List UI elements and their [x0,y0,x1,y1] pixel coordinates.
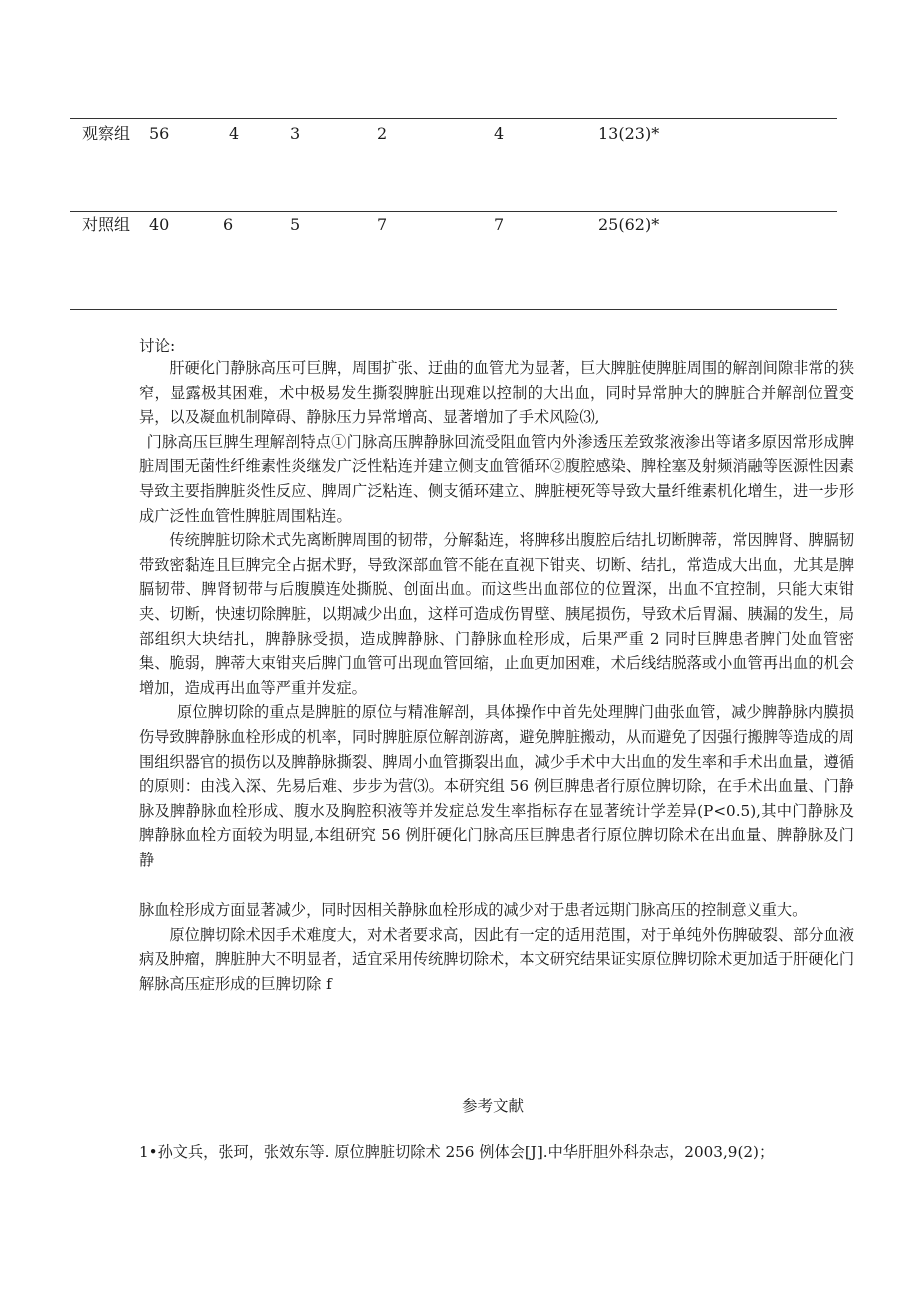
reference-item: 1•孙文兵，张珂，张效东等. 原位脾脏切除术 256 例体会[J].中华肝胆外科杂志，2003,9(2)； [139,1143,775,1161]
table-rule-middle [70,211,837,212]
paragraph: 脉血栓形成方面显著减少，同时因相关静脉血栓形成的减少对于患者远期门脉高压的控制意义重大。 [139,901,808,919]
value-cell: 7 [377,215,388,234]
discussion-block-2 [139,898,854,996]
total-cell: 13(23)* [598,124,660,143]
discussion-block-1 [139,356,854,872]
discussion-heading: 讨论: [139,337,176,355]
value-cell: 4 [229,124,240,143]
value-cell: 4 [494,124,505,143]
table-rule-bottom [70,309,837,310]
value-cell: 6 [223,215,234,234]
references-heading: 参考文献 [462,1097,525,1115]
group-cell: 观察组 [82,124,131,143]
paragraph: 原位脾切除的重点是脾脏的原位与精准解剖，具体操作中首先处理脾门曲张血管，减少脾静脉内膜损伤导致脾静脉血栓形成的机率，同时脾脏原位解剖游离，避免脾脏搬动，从而避免了因强行搬脾等造成的周围组织器官的损伤以及脾静脉撕裂、脾周小血管撕裂出血，减少手术中大出血的发生率和手术出血量，遵循的原则：由浅入深、先易后难、步步为营⑶。本研究组 56 例巨脾患者行原位脾切除，在手术出血量、门静脉及脾静脉血栓形成、腹水及胸腔积液等并发症总发生率指标存在显著统计学差异(P<0.5),其中门静脉及脾静脉血栓方面较为明显,本组研究 56 例肝硬化门脉高压巨脾患者行原位脾切除术在出血量、脾静脉及门静 [139,703,854,869]
table-rule-top [70,118,837,119]
paragraph: 肝硬化门静脉高压可巨脾，周围扩张、迂曲的血管尤为显著，巨大脾脏使脾脏周围的解剖间隙非常的狭窄，显露极其困难，术中极易发生撕裂脾脏出现难以控制的大出血，同时异常肿大的脾脏合并解剖位置变异，以及凝血机制障碍、静脉压力异常增高、显著增加了手术风险⑶, [139,359,854,427]
value-cell: 3 [290,124,301,143]
group-cell: 对照组 [82,215,131,234]
paragraph: 门脉高压巨脾生理解剖特点①门脉高压脾静脉回流受阻血管内外渗透压差致浆液渗出等诸多原因常形成脾脏周围无菌性纤维素性炎继发广泛性粘连并建立侧支血管循环②腹腔感染、脾栓塞及射频消融等医源性因素导致主要指脾脏炎性反应、脾周广泛粘连、侧支循环建立、脾脏梗死等导致大量纤维素机化增生，进一步形成广泛性血管性脾脏周围粘连。 [139,432,854,525]
value-cell: 5 [290,215,301,234]
total-cell: 25(62)* [598,215,660,234]
n-cell: 56 [149,124,170,143]
n-cell: 40 [149,215,170,234]
paragraph: 传统脾脏切除术式先离断脾周围的韧带，分解黏连，将脾移出腹腔后结扎切断脾蒂，常因脾肾、脾膈韧带致密黏连且巨脾完全占据术野，导致深部血管不能在直视下钳夹、切断、结扎，常造成大出血，尤其是脾膈韧带、脾肾韧带与后腹膜连处撕脱、创面出血。而这些出血部位的位置深，出血不宜控制，只能大束钳夹、切断，快速切除脾脏，以期减少出血，这样可造成伤胃壁、胰尾损伤，导致术后胃漏、胰漏的发生，局部组织大块结扎，脾静脉受损，造成脾静脉、门静脉血栓形成，后果严重 2 同时巨脾患者脾门处血管密集、脆弱，脾蒂大束钳夹后脾门血管可出现血管回缩，止血更加困难，术后线结脱落或小血管再出血的机会增加，造成再出血等严重并发症。 [139,531,854,697]
value-cell: 2 [377,124,388,143]
value-cell: 7 [494,215,505,234]
paragraph: 原位脾切除术因手术难度大，对术者要求高，因此有一定的适用范围，对于单纯外伤脾破裂、部分血液病及肿瘤，脾脏肿大不明显者，适宜采用传统脾切除术，本文研究结果证实原位脾切除术更加适于肝硬化门解脉高压症形成的巨脾切除 f [139,925,854,993]
